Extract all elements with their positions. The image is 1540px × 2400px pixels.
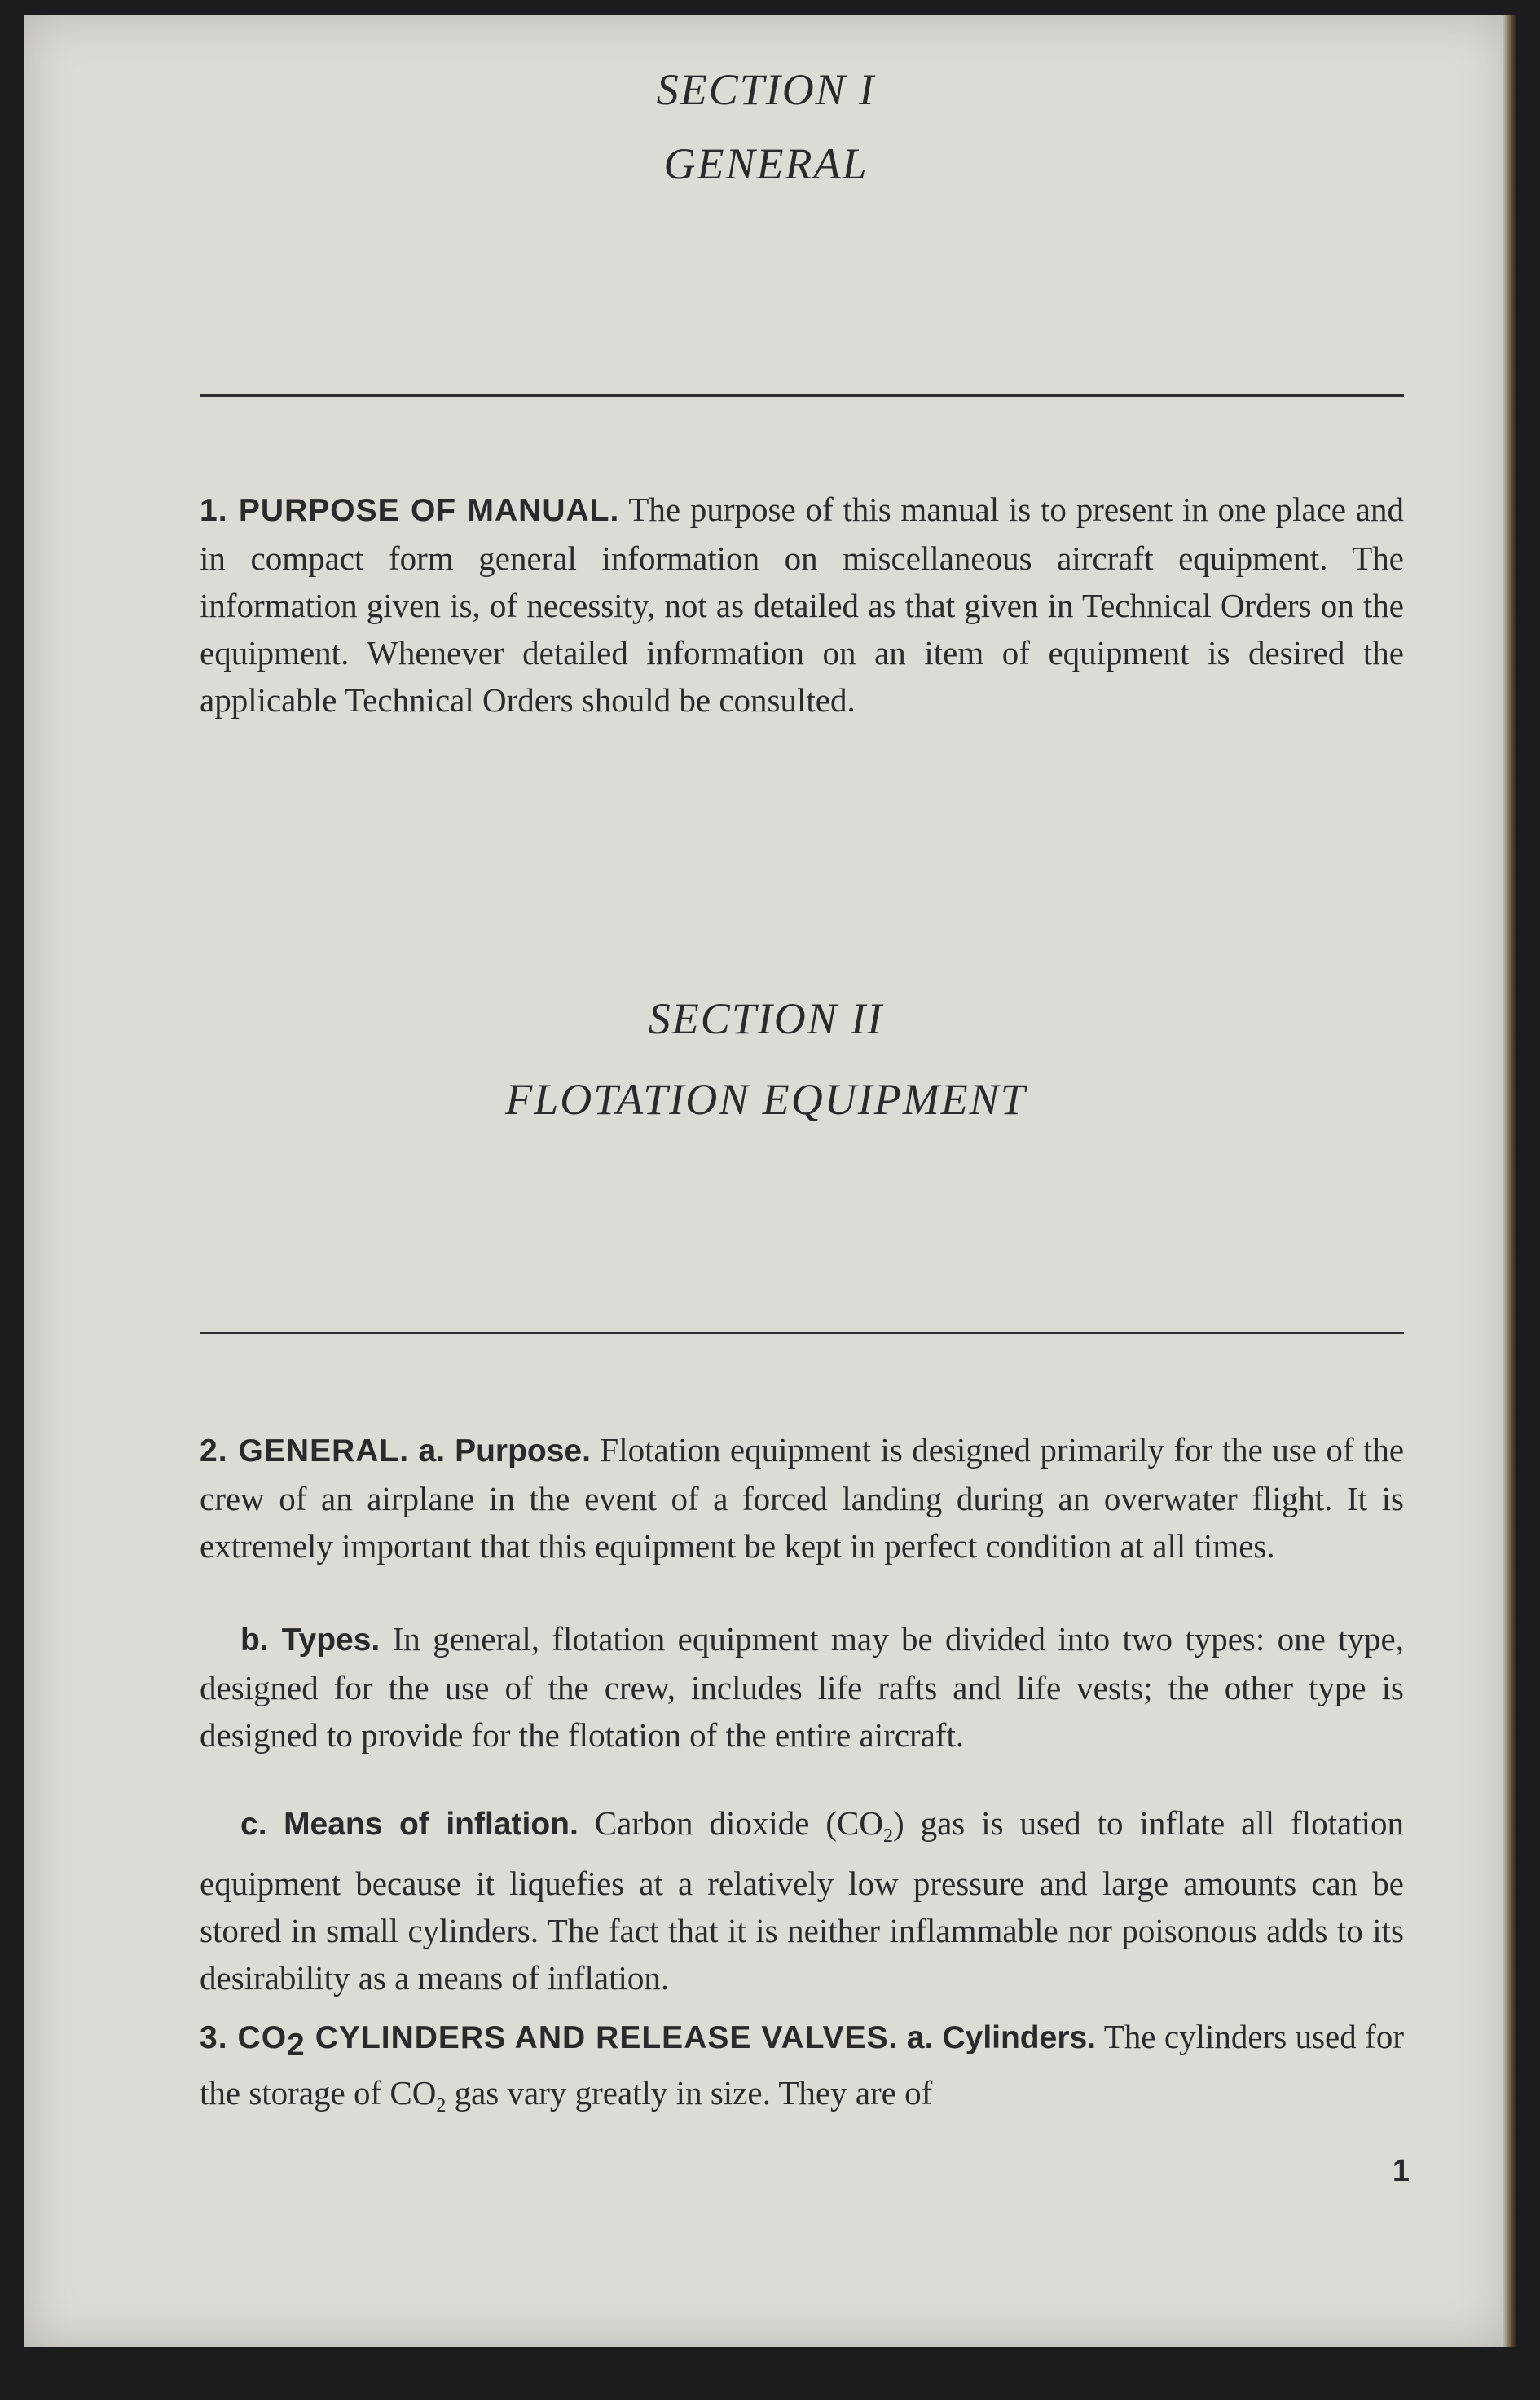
- section-2-divider: [200, 1332, 1404, 1334]
- section-1-divider: [200, 394, 1404, 397]
- paragraph-2b-text: In general, flotation equipment may be divided into two types: one type, designed for the use of the crew, includes life rafts and life vests; the other type is designed to provide for the flotation of the entire aircraft.: [200, 1620, 1405, 1754]
- paragraph-3-heading-2: CYLINDERS AND RELEASE VALVES.: [305, 2020, 899, 2055]
- paragraph-3a-label: a. Cylinders.: [906, 2020, 1097, 2055]
- section-2-title: FLOTATION EQUIPMENT: [505, 1074, 1027, 1124]
- paragraph-purpose-of-manual: [200, 486, 1404, 724]
- paragraph-2b-label: b. Types.: [240, 1623, 381, 1658]
- paragraph-means-of-inflation: [200, 1799, 1404, 2001]
- paragraph-2a-text: Flotation equipment is designed primarily for the use of the crew of an airplane in the event of a forced landing during an overwater flight. It is extremely important that this equipment be kept in perfect condition at all times.: [200, 1431, 1405, 1565]
- paragraph-general-purpose: [200, 1426, 1404, 1570]
- paragraph-3-text-1: The cylinders used for the storage of CO: [200, 2018, 1404, 2112]
- page-number: 1: [1392, 2154, 1410, 2188]
- paragraph-general-types: [200, 1615, 1404, 1759]
- paragraph-2c-label: c. Means of inflation.: [240, 1807, 579, 1842]
- section-2-label: SECTION II: [648, 994, 884, 1043]
- section-1-label: SECTION I: [656, 65, 876, 114]
- paragraph-2a-label: a. Purpose.: [418, 1433, 591, 1469]
- paragraph-3-heading-1: 3. CO: [200, 2020, 288, 2055]
- paragraph-1-text: The purpose of this manual is to present in one place and in compact form general information on miscellaneous aircraft equipment. The information given is, of necessity, not as detailed as that given in Technical Orders on the equipment. Whenever detailed information on an item of equipment is desired the applicable Technical Orders should be consulted.: [200, 491, 1404, 719]
- paragraph-2c-text-2: ) gas is used to inflate all flotation equipment because it liquefies at a relatively low pressure and large amounts can be stored in small cylinders. The fact that it is neither inflammable nor poisonous adds to its desirability as a means of inflation.: [200, 1804, 1405, 1997]
- paragraph-1-heading: 1. PURPOSE OF MANUAL.: [200, 493, 620, 528]
- paragraph-3-heading-subscript: 2: [287, 2028, 306, 2063]
- paragraph-2c-text-1: Carbon dioxide (CO: [594, 1804, 883, 1842]
- section-1-title: GENERAL: [663, 139, 869, 188]
- paragraph-3-text-2: gas vary greatly in size. They are of: [446, 2074, 933, 2112]
- section-2-header: [24, 993, 1507, 1126]
- paragraph-2-heading: 2. GENERAL.: [200, 1433, 410, 1469]
- paragraph-co2-cylinders: [200, 2013, 1404, 2129]
- section-1-header: [24, 64, 1507, 191]
- manual-page: [24, 15, 1507, 2347]
- paragraph-2c-subscript: 2: [883, 1825, 893, 1847]
- paragraph-3-subscript: 2: [436, 2095, 447, 2117]
